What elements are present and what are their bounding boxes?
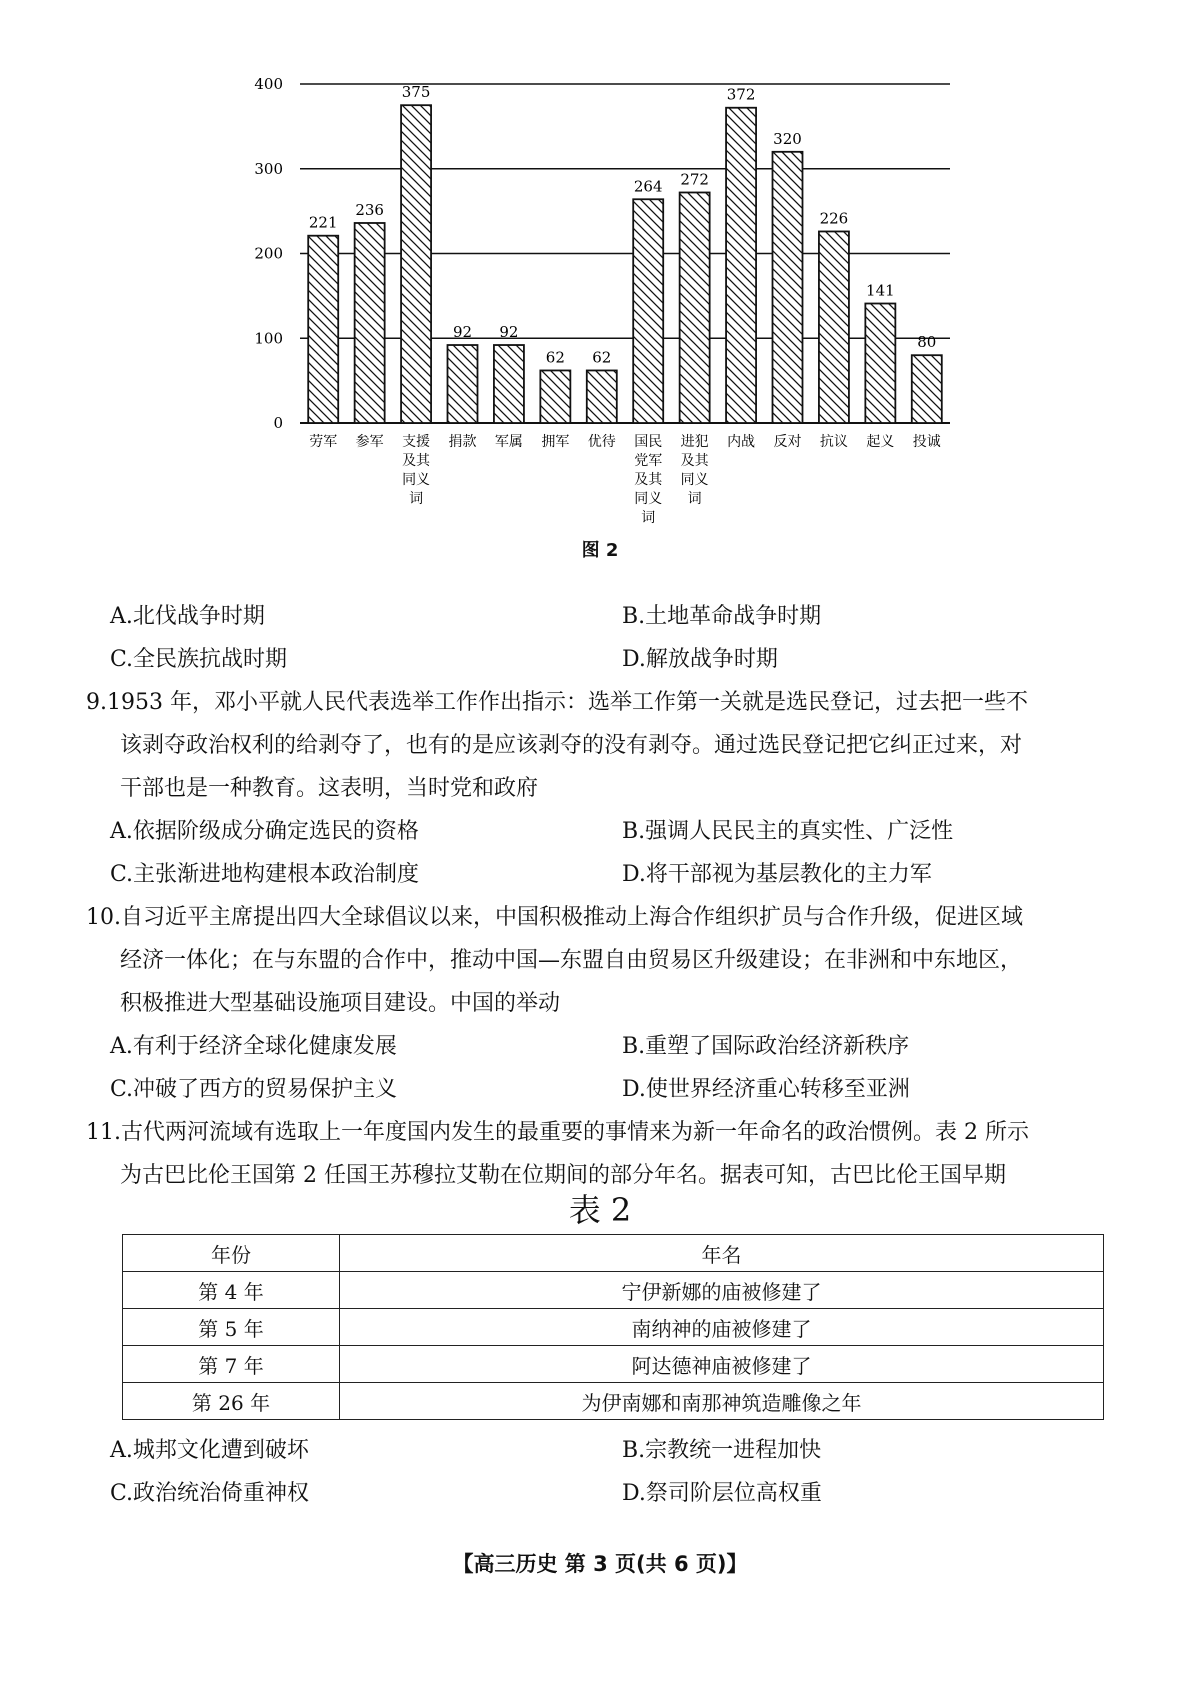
q9-option-b: B.强调人民民主的真实性、广泛性 xyxy=(622,819,954,844)
category-label: 国民党军及其同义词 xyxy=(634,434,663,526)
category-label: 军属 xyxy=(494,434,523,450)
category-label: 支援及其同义词 xyxy=(402,434,431,507)
table-cell-year-name: 阿达德神庙被修建了 xyxy=(340,1346,1104,1383)
bar xyxy=(633,199,663,423)
data-label: 375 xyxy=(401,83,431,102)
table-row xyxy=(123,1346,1104,1383)
q10-stem-line-2: 经济一体化；在与东盟的合作中，推动中国—东盟自由贸易区升级建设；在非洲和中东地区， xyxy=(120,948,1023,973)
data-label: 320 xyxy=(773,129,802,148)
data-label: 62 xyxy=(592,348,612,367)
data-label: 92 xyxy=(499,323,519,342)
category-label: 参军 xyxy=(355,434,384,450)
q10-stem-line-1: 10.自习近平主席提出四大全球倡议以来，中国积极推动上海合作组织扩员与合作升级，促进区域 xyxy=(86,905,1023,930)
table-cell-year: 第 5 年 xyxy=(123,1309,340,1346)
q9-option-d: D.将干部视为基层教化的主力军 xyxy=(622,862,932,887)
q11-option-d: D.祭司阶层位高权重 xyxy=(622,1481,822,1506)
bar xyxy=(773,152,803,423)
data-label: 62 xyxy=(545,348,565,367)
category-label: 内战 xyxy=(727,434,756,450)
table-header-year: 年份 xyxy=(123,1235,340,1272)
bar xyxy=(819,231,849,423)
q10-stem-line-3: 积极推进大型基础设施项目建设。中国的举动 xyxy=(120,991,561,1016)
q11-stem-line-2: 为古巴比伦王国第 2 任国王苏穆拉艾勒在位期间的部分年名。据表可知，古巴比伦王国早期 xyxy=(120,1163,1006,1188)
y-tick-label: 100 xyxy=(254,329,283,348)
table-header-year-name: 年名 xyxy=(340,1235,1104,1272)
data-label: 92 xyxy=(452,323,473,342)
q10-option-b: B.重塑了国际政治经济新秩序 xyxy=(622,1034,910,1059)
table-cell-year: 第 7 年 xyxy=(123,1346,340,1383)
category-label: 反对 xyxy=(773,434,802,450)
data-label: 272 xyxy=(680,170,709,189)
data-label: 226 xyxy=(819,209,849,228)
y-tick-label: 400 xyxy=(254,75,283,93)
q8-option-d: D.解放战争时期 xyxy=(622,647,778,672)
table-cell-year-name: 宁伊新娜的庙被修建了 xyxy=(340,1272,1104,1309)
q11-option-c: C.政治统治倚重神权 xyxy=(110,1481,310,1506)
q11-option-b: B.宗教统一进程加快 xyxy=(622,1438,822,1463)
category-label: 优待 xyxy=(587,434,616,450)
data-label: 264 xyxy=(633,177,663,196)
q11-stem-line-1: 11.古代两河流域有选取上一年度国内发生的最重要的事情来为新一年命名的政治惯例。表 2 所示 xyxy=(86,1120,1029,1145)
q9-stem-line-1: 9.1953 年，邓小平就人民代表选举工作作出指示：选举工作第一关就是选民登记，过去把一些不 xyxy=(86,690,1028,715)
bar xyxy=(587,370,617,423)
reign-year-table xyxy=(122,1234,1104,1420)
q8-option-b: B.土地革命战争时期 xyxy=(622,604,822,629)
category-label: 拥军 xyxy=(541,434,570,450)
category-label: 捐款 xyxy=(448,434,477,450)
category-label: 劳军 xyxy=(309,434,338,450)
data-label: 141 xyxy=(866,281,895,300)
table-cell-year: 第 26 年 xyxy=(123,1383,340,1420)
table-row xyxy=(123,1309,1104,1346)
category-label: 起义 xyxy=(866,434,895,450)
table-cell-year: 第 4 年 xyxy=(123,1272,340,1309)
q9-option-a: A.依据阶级成分确定选民的资格 xyxy=(110,819,419,844)
y-tick-label: 0 xyxy=(273,414,283,432)
y-tick-label: 300 xyxy=(254,159,283,178)
q11-option-a: A.城邦文化遭到破坏 xyxy=(110,1438,309,1463)
y-tick-label: 200 xyxy=(254,244,283,263)
category-label: 进犯及其同义词 xyxy=(680,434,709,507)
table-row xyxy=(123,1383,1104,1420)
data-label: 372 xyxy=(726,85,756,104)
figure-caption: 图 2 xyxy=(581,540,619,561)
table-title: 表 2 xyxy=(568,1191,632,1229)
category-label: 抗议 xyxy=(819,434,848,450)
q8-option-a: A.北伐战争时期 xyxy=(110,604,265,629)
q9-stem-line-2: 该剥夺政治权利的给剥夺了，也有的是应该剥夺的没有剥夺。通过选民登记把它纠正过来，对 xyxy=(120,733,1023,758)
bar xyxy=(912,355,942,423)
bar xyxy=(865,304,895,423)
q9-option-c: C.主张渐进地构建根本政治制度 xyxy=(110,862,420,887)
data-label: 221 xyxy=(308,213,338,232)
table-header-row xyxy=(123,1235,1104,1272)
q9-stem-line-3: 干部也是一种教育。这表明，当时党和政府 xyxy=(120,776,539,801)
bar xyxy=(448,345,478,423)
bar-chart xyxy=(0,0,1200,530)
table-row xyxy=(123,1272,1104,1309)
bar xyxy=(680,192,710,423)
q10-option-c: C.冲破了西方的贸易保护主义 xyxy=(110,1077,398,1102)
bar xyxy=(494,345,524,423)
category-label: 投诚 xyxy=(912,434,941,450)
data-label: 236 xyxy=(355,200,384,219)
bar xyxy=(540,370,570,423)
table-cell-year-name: 为伊南娜和南那神筑造雕像之年 xyxy=(340,1383,1104,1420)
q10-option-a: A.有利于经济全球化健康发展 xyxy=(110,1034,397,1059)
bar xyxy=(401,105,431,423)
bar xyxy=(726,108,756,423)
q10-option-d: D.使世界经济重心转移至亚洲 xyxy=(622,1077,910,1102)
bar xyxy=(355,223,385,423)
table-cell-year-name: 南纳神的庙被修建了 xyxy=(340,1309,1104,1346)
page-footer: 【高三历史 第 3 页(共 6 页)】 xyxy=(452,1552,748,1576)
data-label: 80 xyxy=(917,333,937,352)
bar xyxy=(308,236,338,423)
q8-option-c: C.全民族抗战时期 xyxy=(110,647,288,672)
